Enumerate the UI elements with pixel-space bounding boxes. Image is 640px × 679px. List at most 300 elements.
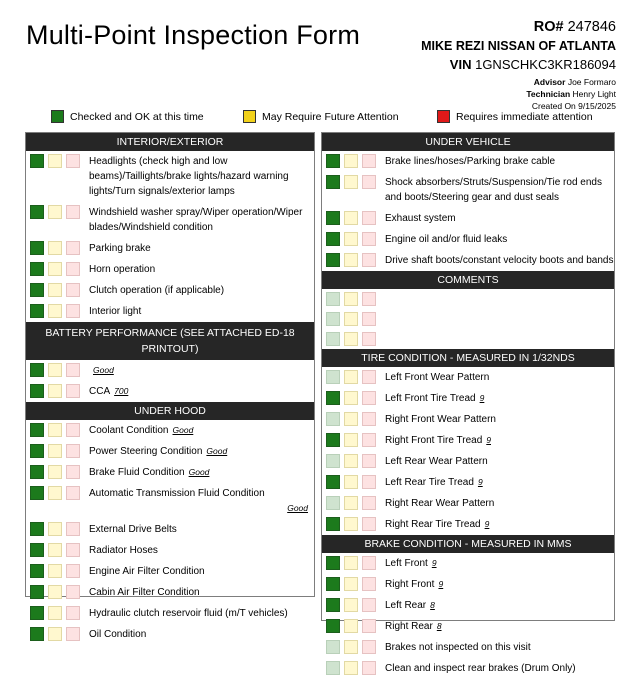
item-text: Radiator Hoses bbox=[89, 545, 158, 556]
immediate-checkbox[interactable] bbox=[362, 619, 376, 633]
checklist-row bbox=[322, 616, 614, 637]
item-value: Good bbox=[287, 503, 308, 513]
future-checkbox[interactable] bbox=[48, 522, 62, 536]
ok-checkbox[interactable] bbox=[30, 304, 44, 318]
section-header-under-vehicle: UNDER VEHICLE bbox=[322, 133, 614, 151]
ok-checkbox[interactable] bbox=[326, 496, 340, 510]
item-text: Clutch operation (if applicable) bbox=[89, 285, 225, 296]
advisor-name: Joe Formaro bbox=[567, 77, 616, 87]
checklist-row bbox=[26, 202, 314, 238]
status-boxes bbox=[326, 370, 380, 384]
future-checkbox[interactable] bbox=[48, 606, 62, 620]
checklist-item-label bbox=[385, 598, 614, 613]
ok-checkbox[interactable] bbox=[30, 154, 44, 168]
checklist-row bbox=[26, 280, 314, 301]
item-value: 8 bbox=[430, 600, 435, 610]
future-checkbox[interactable] bbox=[344, 577, 358, 591]
future-checkbox[interactable] bbox=[344, 391, 358, 405]
checklist-row bbox=[322, 409, 614, 430]
section-header-interior: INTERIOR/EXTERIOR bbox=[26, 133, 314, 151]
future-checkbox[interactable] bbox=[48, 444, 62, 458]
checklist-row bbox=[322, 250, 614, 271]
immediate-checkbox[interactable] bbox=[362, 454, 376, 468]
status-boxes bbox=[30, 522, 84, 536]
checklist-row bbox=[322, 289, 614, 309]
future-checkbox[interactable] bbox=[344, 454, 358, 468]
immediate-checkbox[interactable] bbox=[66, 384, 80, 398]
ok-checkbox[interactable] bbox=[326, 412, 340, 426]
ok-checkbox[interactable] bbox=[30, 627, 44, 641]
immediate-checkbox[interactable] bbox=[66, 465, 80, 479]
status-boxes bbox=[30, 283, 84, 297]
item-text: Horn operation bbox=[89, 264, 156, 275]
item-text: Parking brake bbox=[89, 243, 151, 254]
checklist-item-label bbox=[89, 154, 314, 199]
technician-line bbox=[421, 88, 616, 100]
item-text: Clean and inspect rear brakes (Drum Only) bbox=[385, 663, 576, 674]
immediate-checkbox[interactable] bbox=[66, 627, 80, 641]
item-text: Right Front Tire Tread bbox=[385, 435, 483, 446]
immediate-checkbox[interactable] bbox=[362, 253, 376, 267]
legend-immediate-label: Requires immediate attention bbox=[456, 110, 593, 123]
legend-future bbox=[243, 110, 399, 123]
checklist-row bbox=[322, 553, 614, 574]
checklist-row bbox=[26, 301, 314, 322]
item-value: 9 bbox=[479, 393, 485, 403]
section-header-tire: TIRE CONDITION - MEASURED IN 1/32NDS bbox=[322, 349, 614, 367]
item-text: Right Front bbox=[385, 579, 435, 590]
immediate-checkbox[interactable] bbox=[362, 640, 376, 654]
future-checkbox[interactable] bbox=[344, 175, 358, 189]
checklist-row bbox=[322, 388, 614, 409]
technician-name: Henry Light bbox=[572, 89, 616, 99]
checklist-row bbox=[322, 574, 614, 595]
immediate-checkbox[interactable] bbox=[362, 211, 376, 225]
checklist-item-label bbox=[385, 370, 614, 385]
item-value: 9 bbox=[431, 558, 437, 568]
checklist-item-label bbox=[89, 444, 314, 459]
immediate-checkbox[interactable] bbox=[66, 241, 80, 255]
status-boxes bbox=[326, 517, 380, 531]
item-text: Engine oil and/or fluid leaks bbox=[385, 234, 508, 245]
item-text: Left Rear Tire Tread bbox=[385, 477, 474, 488]
immediate-checkbox[interactable] bbox=[362, 496, 376, 510]
status-boxes bbox=[326, 661, 380, 675]
ok-checkbox[interactable] bbox=[326, 556, 340, 570]
immediate-checkbox[interactable] bbox=[66, 486, 80, 500]
section-under-vehicle bbox=[322, 151, 614, 271]
future-checkbox[interactable] bbox=[344, 292, 358, 306]
immediate-checkbox[interactable] bbox=[362, 433, 376, 447]
status-boxes bbox=[30, 627, 84, 641]
ok-checkbox[interactable] bbox=[326, 661, 340, 675]
future-checkbox[interactable] bbox=[344, 232, 358, 246]
ok-checkbox[interactable] bbox=[326, 232, 340, 246]
created-label: Created On bbox=[531, 101, 576, 111]
future-checkbox[interactable] bbox=[344, 332, 358, 346]
checklist-item-label bbox=[385, 475, 614, 490]
status-boxes bbox=[326, 454, 380, 468]
immediate-checkbox[interactable] bbox=[362, 312, 376, 326]
checklist-item-label bbox=[89, 384, 314, 399]
checklist-row bbox=[322, 514, 614, 535]
status-boxes bbox=[30, 241, 84, 255]
immediate-checkbox[interactable] bbox=[362, 598, 376, 612]
checklist-item-label bbox=[385, 661, 614, 676]
status-boxes bbox=[326, 556, 380, 570]
immediate-checkbox[interactable] bbox=[66, 363, 80, 377]
item-text: Hydraulic clutch reservoir fluid (m/T vehicles) bbox=[89, 608, 288, 619]
future-checkbox[interactable] bbox=[344, 475, 358, 489]
section-header-battery: BATTERY PERFORMANCE (SEE ATTACHED ED-18 PRINTOUT) bbox=[26, 322, 314, 360]
ok-checkbox[interactable] bbox=[326, 292, 340, 306]
immediate-checkbox[interactable] bbox=[66, 423, 80, 437]
technician-label: Technician bbox=[526, 89, 571, 99]
checklist-item-label bbox=[89, 543, 314, 558]
item-text: Left Front Tire Tread bbox=[385, 393, 476, 404]
immediate-checkbox[interactable] bbox=[362, 577, 376, 591]
checklist-row bbox=[322, 309, 614, 329]
immediate-checkbox[interactable] bbox=[362, 391, 376, 405]
checklist-row bbox=[26, 360, 314, 381]
ok-checkbox[interactable] bbox=[30, 444, 44, 458]
item-text: Left Front Wear Pattern bbox=[385, 372, 490, 383]
immediate-checkbox[interactable] bbox=[362, 292, 376, 306]
immediate-checkbox[interactable] bbox=[66, 283, 80, 297]
future-checkbox[interactable] bbox=[48, 465, 62, 479]
status-boxes bbox=[326, 175, 380, 189]
future-checkbox[interactable] bbox=[48, 384, 62, 398]
checklist-item-label bbox=[385, 211, 614, 226]
future-checkbox[interactable] bbox=[344, 496, 358, 510]
checklist-row bbox=[26, 259, 314, 280]
checklist-row bbox=[26, 441, 314, 462]
status-boxes bbox=[326, 475, 380, 489]
status-boxes bbox=[30, 384, 84, 398]
item-text: CCA bbox=[89, 386, 111, 397]
item-text: Left Rear bbox=[385, 600, 427, 611]
future-checkbox[interactable] bbox=[344, 370, 358, 384]
status-boxes bbox=[326, 292, 380, 306]
immediate-checkbox[interactable] bbox=[362, 370, 376, 384]
immediate-checkbox[interactable] bbox=[362, 556, 376, 570]
immediate-checkbox[interactable] bbox=[362, 154, 376, 168]
ok-checkbox[interactable] bbox=[30, 384, 44, 398]
future-checkbox[interactable] bbox=[344, 556, 358, 570]
item-text: Right Rear bbox=[385, 621, 433, 632]
ok-checkbox[interactable] bbox=[326, 517, 340, 531]
ro-number: 247846 bbox=[567, 19, 616, 35]
status-boxes bbox=[326, 312, 380, 326]
ok-checkbox[interactable] bbox=[30, 262, 44, 276]
checklist-item-label bbox=[385, 391, 614, 406]
item-value: 9 bbox=[486, 435, 491, 445]
immediate-checkbox[interactable] bbox=[66, 262, 80, 276]
page-title: Multi-Point Inspection Form bbox=[26, 20, 361, 50]
legend-future-label: May Require Future Attention bbox=[262, 110, 399, 123]
vin-line bbox=[421, 56, 616, 74]
checklist-row bbox=[322, 367, 614, 388]
ok-checkbox[interactable] bbox=[326, 598, 340, 612]
item-text: Right Front Wear Pattern bbox=[385, 414, 496, 425]
immediate-checkbox[interactable] bbox=[66, 304, 80, 318]
status-boxes bbox=[326, 433, 380, 447]
checklist-row bbox=[322, 493, 614, 514]
item-text: Drive shaft boots/constant velocity boots and bands bbox=[385, 255, 614, 266]
checklist-row bbox=[26, 582, 314, 603]
status-boxes bbox=[30, 543, 84, 557]
future-checkbox[interactable] bbox=[48, 564, 62, 578]
checklist-item-label bbox=[89, 241, 314, 256]
immediate-checkbox[interactable] bbox=[66, 606, 80, 620]
ok-checkbox[interactable] bbox=[326, 640, 340, 654]
green-swatch-icon bbox=[51, 110, 64, 123]
item-text: Headlights (check high and low beams)/Taillights/brake lights/hazard warning lights/Turn signals/exterior lamps bbox=[89, 156, 289, 197]
ok-checkbox[interactable] bbox=[326, 619, 340, 633]
checklist-item-label bbox=[89, 283, 314, 298]
section-tire bbox=[322, 367, 614, 535]
checklist-row bbox=[26, 561, 314, 582]
checklist-item-label bbox=[89, 486, 314, 516]
checklist-row bbox=[322, 451, 614, 472]
section-brake bbox=[322, 553, 614, 679]
checklist-row bbox=[322, 329, 614, 349]
status-boxes bbox=[30, 564, 84, 578]
status-boxes bbox=[30, 585, 84, 599]
section-comments bbox=[322, 289, 614, 349]
checklist-item-label bbox=[385, 496, 614, 511]
status-boxes bbox=[30, 363, 84, 377]
right-column bbox=[321, 132, 615, 674]
yellow-swatch-icon bbox=[243, 110, 256, 123]
ok-checkbox[interactable] bbox=[326, 475, 340, 489]
ok-checkbox[interactable] bbox=[326, 433, 340, 447]
item-text: Engine Air Filter Condition bbox=[89, 566, 205, 577]
legend-ok-label: Checked and OK at this time bbox=[70, 110, 204, 123]
status-boxes bbox=[326, 619, 380, 633]
ok-checkbox[interactable] bbox=[30, 543, 44, 557]
item-value: Good bbox=[188, 467, 210, 477]
future-checkbox[interactable] bbox=[48, 543, 62, 557]
future-checkbox[interactable] bbox=[48, 154, 62, 168]
immediate-checkbox[interactable] bbox=[362, 412, 376, 426]
status-boxes bbox=[30, 444, 84, 458]
ok-checkbox[interactable] bbox=[30, 423, 44, 437]
immediate-checkbox[interactable] bbox=[362, 232, 376, 246]
ok-checkbox[interactable] bbox=[30, 465, 44, 479]
immediate-checkbox[interactable] bbox=[66, 564, 80, 578]
ok-checkbox[interactable] bbox=[326, 312, 340, 326]
checklist-row bbox=[26, 519, 314, 540]
status-boxes bbox=[326, 232, 380, 246]
ok-checkbox[interactable] bbox=[30, 241, 44, 255]
ok-checkbox[interactable] bbox=[30, 564, 44, 578]
future-checkbox[interactable] bbox=[344, 640, 358, 654]
future-checkbox[interactable] bbox=[48, 304, 62, 318]
immediate-checkbox[interactable] bbox=[362, 332, 376, 346]
advisor-line bbox=[421, 76, 616, 88]
ok-checkbox[interactable] bbox=[30, 606, 44, 620]
checklist-item-label bbox=[385, 433, 614, 448]
checklist-row bbox=[322, 637, 614, 658]
checklist-item-label bbox=[385, 454, 614, 469]
legend-ok bbox=[51, 110, 204, 123]
future-checkbox[interactable] bbox=[344, 412, 358, 426]
checklist-row bbox=[26, 624, 314, 645]
item-value: 9 bbox=[477, 477, 483, 487]
future-checkbox[interactable] bbox=[48, 262, 62, 276]
immediate-checkbox[interactable] bbox=[66, 154, 80, 168]
checklist-row bbox=[322, 151, 614, 172]
future-checkbox[interactable] bbox=[48, 363, 62, 377]
item-text: Windshield washer spray/Wiper operation/Wiper blades/Windshield condition bbox=[89, 207, 303, 233]
status-boxes bbox=[30, 205, 84, 219]
item-text: Oil Condition bbox=[89, 629, 147, 640]
item-text: Interior light bbox=[89, 306, 142, 317]
future-checkbox[interactable] bbox=[344, 312, 358, 326]
future-checkbox[interactable] bbox=[48, 585, 62, 599]
item-text: Power Steering Condition bbox=[89, 446, 203, 457]
item-value: Good bbox=[172, 425, 194, 435]
ok-checkbox[interactable] bbox=[326, 370, 340, 384]
status-boxes bbox=[326, 598, 380, 612]
status-boxes bbox=[326, 154, 380, 168]
future-checkbox[interactable] bbox=[48, 241, 62, 255]
ok-checkbox[interactable] bbox=[30, 205, 44, 219]
immediate-checkbox[interactable] bbox=[66, 444, 80, 458]
ok-checkbox[interactable] bbox=[30, 486, 44, 500]
checklist-item-label bbox=[385, 154, 614, 169]
ok-checkbox[interactable] bbox=[326, 391, 340, 405]
immediate-checkbox[interactable] bbox=[66, 522, 80, 536]
item-text: Cabin Air Filter Condition bbox=[89, 587, 200, 598]
status-boxes bbox=[326, 640, 380, 654]
checklist-item-label bbox=[385, 253, 614, 268]
future-checkbox[interactable] bbox=[48, 423, 62, 437]
left-column bbox=[25, 132, 315, 640]
future-checkbox[interactable] bbox=[344, 433, 358, 447]
ok-checkbox[interactable] bbox=[30, 363, 44, 377]
checklist-row bbox=[26, 238, 314, 259]
ro-line bbox=[421, 18, 616, 36]
vin-label: VIN bbox=[449, 57, 472, 72]
item-text: Shock absorbers/Struts/Suspension/Tie rod ends and boots/Steering gear and dust seals bbox=[385, 177, 602, 203]
checklist-row bbox=[26, 540, 314, 561]
ro-label: RO# bbox=[533, 19, 564, 35]
checklist-item-label bbox=[89, 627, 314, 642]
future-checkbox[interactable] bbox=[344, 661, 358, 675]
checklist-item-label bbox=[385, 577, 614, 592]
immediate-checkbox[interactable] bbox=[362, 475, 376, 489]
legend bbox=[0, 110, 640, 126]
checklist-row bbox=[26, 603, 314, 624]
checklist-item-label bbox=[89, 304, 314, 319]
section-header-brake: BRAKE CONDITION - MEASURED IN MMS bbox=[322, 535, 614, 553]
checklist-item-label bbox=[385, 517, 614, 532]
status-boxes bbox=[326, 332, 380, 346]
future-checkbox[interactable] bbox=[344, 211, 358, 225]
status-boxes bbox=[30, 304, 84, 318]
checklist-item-label bbox=[89, 585, 314, 600]
future-checkbox[interactable] bbox=[344, 154, 358, 168]
item-text: Brake lines/hoses/Parking brake cable bbox=[385, 156, 556, 167]
ok-checkbox[interactable] bbox=[326, 175, 340, 189]
checklist-row bbox=[322, 658, 614, 679]
red-swatch-icon bbox=[437, 110, 450, 123]
ok-checkbox[interactable] bbox=[326, 577, 340, 591]
checklist-item-label bbox=[385, 175, 614, 205]
future-checkbox[interactable] bbox=[48, 627, 62, 641]
future-checkbox[interactable] bbox=[344, 253, 358, 267]
section-header-comments: COMMENTS bbox=[322, 271, 614, 289]
future-checkbox[interactable] bbox=[48, 486, 62, 500]
item-value: Good bbox=[93, 365, 114, 375]
immediate-checkbox[interactable] bbox=[66, 585, 80, 599]
future-checkbox[interactable] bbox=[48, 205, 62, 219]
future-checkbox[interactable] bbox=[344, 619, 358, 633]
status-boxes bbox=[30, 465, 84, 479]
status-boxes bbox=[326, 211, 380, 225]
checklist-item-label bbox=[385, 640, 614, 655]
dealer-name: MIKE REZI NISSAN OF ATLANTA bbox=[421, 39, 616, 53]
status-boxes bbox=[326, 412, 380, 426]
checklist-row bbox=[322, 472, 614, 493]
ok-checkbox[interactable] bbox=[326, 332, 340, 346]
immediate-checkbox[interactable] bbox=[362, 661, 376, 675]
ok-checkbox[interactable] bbox=[326, 253, 340, 267]
item-text: Left Front bbox=[385, 558, 428, 569]
checklist-row bbox=[26, 151, 314, 202]
future-checkbox[interactable] bbox=[344, 598, 358, 612]
item-text: Right Rear Tire Tread bbox=[385, 519, 481, 530]
item-value: 8 bbox=[436, 621, 442, 631]
checklist-item-label bbox=[385, 232, 614, 247]
future-checkbox[interactable] bbox=[344, 517, 358, 531]
ok-checkbox[interactable] bbox=[326, 154, 340, 168]
item-value: 9 bbox=[484, 519, 490, 529]
item-text: Brakes not inspected on this visit bbox=[385, 642, 531, 653]
checklist-item-label bbox=[89, 465, 314, 480]
item-text: External Drive Belts bbox=[89, 524, 177, 535]
ok-checkbox[interactable] bbox=[326, 454, 340, 468]
vin-number: 1GNSCHKC3KR186094 bbox=[475, 57, 616, 72]
checklist-row bbox=[322, 595, 614, 616]
ok-checkbox[interactable] bbox=[326, 211, 340, 225]
checklist-row bbox=[26, 420, 314, 441]
item-text: Coolant Condition bbox=[89, 425, 169, 436]
item-text: Automatic Transmission Fluid Condition bbox=[89, 488, 265, 499]
checklist-item-label bbox=[89, 262, 314, 277]
ok-checkbox[interactable] bbox=[30, 522, 44, 536]
ok-checkbox[interactable] bbox=[30, 283, 44, 297]
checklist-row bbox=[322, 430, 614, 451]
checklist-item-label bbox=[89, 522, 314, 537]
checklist-item-label bbox=[89, 423, 314, 438]
immediate-checkbox[interactable] bbox=[66, 543, 80, 557]
immediate-checkbox[interactable] bbox=[362, 175, 376, 189]
section-under-hood bbox=[26, 420, 314, 645]
legend-immediate bbox=[437, 110, 593, 123]
immediate-checkbox[interactable] bbox=[362, 517, 376, 531]
status-boxes bbox=[326, 253, 380, 267]
future-checkbox[interactable] bbox=[48, 283, 62, 297]
immediate-checkbox[interactable] bbox=[66, 205, 80, 219]
status-boxes bbox=[30, 606, 84, 620]
item-value: 9 bbox=[438, 579, 444, 589]
checklist-item-label bbox=[89, 606, 314, 621]
ok-checkbox[interactable] bbox=[30, 585, 44, 599]
item-text: Right Rear Wear Pattern bbox=[385, 498, 495, 509]
